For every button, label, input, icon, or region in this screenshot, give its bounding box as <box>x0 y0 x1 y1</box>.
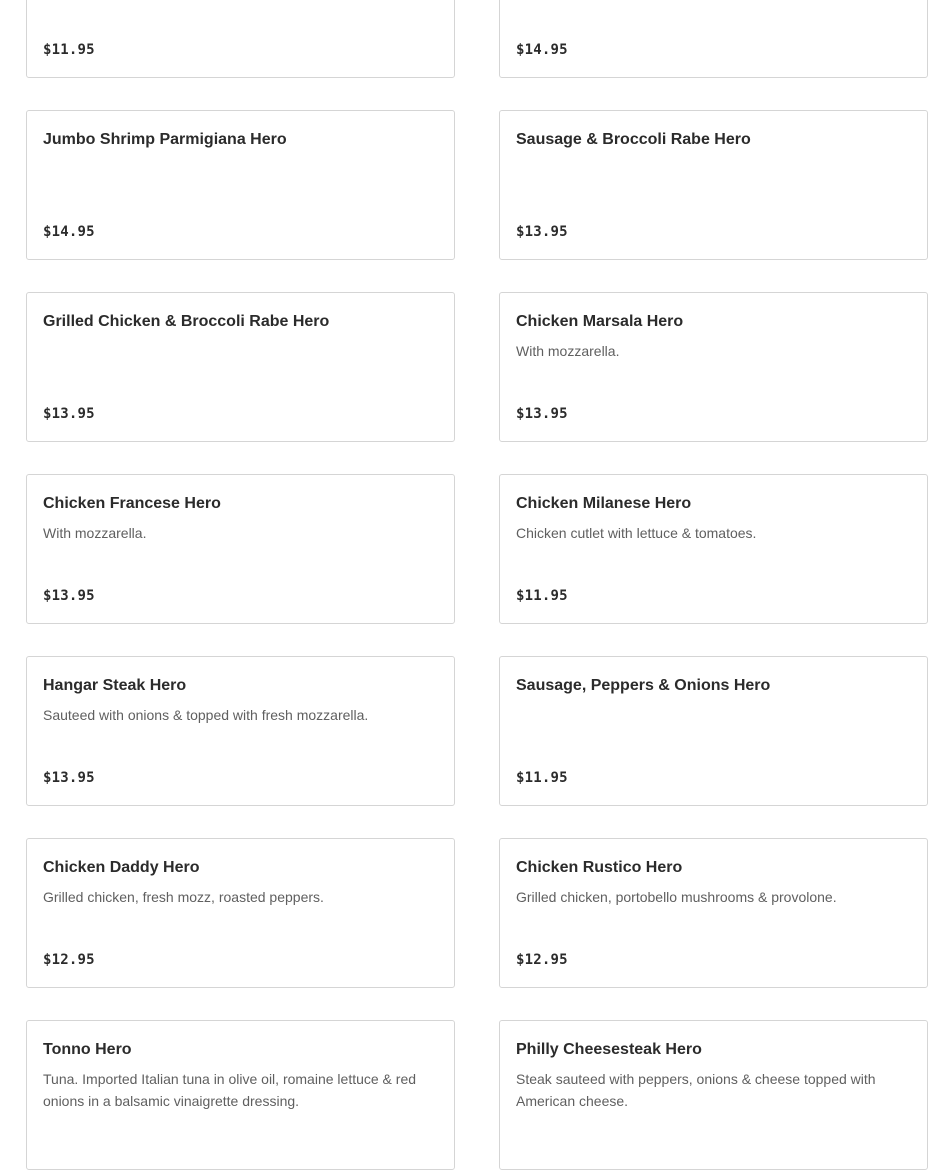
menu-item-name: Hangar Steak Hero <box>43 677 187 694</box>
menu-item-name: Grilled Chicken & Broccoli Rabe Hero <box>43 313 330 330</box>
menu-items-grid <box>26 0 928 1170</box>
menu-item-name: Chicken Francese Hero <box>43 495 221 512</box>
menu-item-card[interactable] <box>499 110 928 260</box>
menu-item-card[interactable] <box>26 838 455 988</box>
menu-item-name: Jumbo Shrimp Parmigiana Hero <box>43 131 287 148</box>
menu-item-price: $12.95 <box>516 952 568 968</box>
menu-item-price: $11.95 <box>43 42 95 58</box>
menu-item-price: $13.95 <box>43 406 95 422</box>
menu-item-name: Tonno Hero <box>43 1041 132 1058</box>
menu-item-name: Chicken Daddy Hero <box>43 859 200 876</box>
menu-item-price: $13.95 <box>43 588 95 604</box>
menu-item-description: Chicken cutlet with lettuce & tomatoes. <box>516 525 757 541</box>
menu-item-description: Grilled chicken, fresh mozz, roasted peppers. <box>43 889 324 905</box>
menu-item-description: Grilled chicken, portobello mushrooms & provolone. <box>516 889 837 905</box>
menu-item-card[interactable] <box>499 292 928 442</box>
menu-item-price: $13.95 <box>516 406 568 422</box>
menu-item-price: $11.95 <box>516 770 568 786</box>
menu-item-name: Philly Cheesesteak Hero <box>516 1041 702 1058</box>
menu-item-price: $14.95 <box>516 42 568 58</box>
menu-item-name: Chicken Rustico Hero <box>516 859 683 876</box>
menu-item-description: With mozzarella. <box>516 343 620 359</box>
menu-item-card[interactable] <box>499 838 928 988</box>
menu-item-price: $13.95 <box>43 770 95 786</box>
menu-item-card[interactable] <box>499 0 928 78</box>
menu-item-description: Tuna. Imported Italian tuna in olive oil, romaine lettuce & red onions in a balsamic vinaigrette dressing. <box>43 1071 417 1109</box>
menu-item-price: $12.95 <box>43 952 95 968</box>
menu-item-card[interactable] <box>26 656 455 806</box>
menu-item-description: Steak sauteed with peppers, onions & cheese topped with American cheese. <box>516 1071 876 1109</box>
menu-item-card[interactable] <box>499 474 928 624</box>
menu-item-description: With mozzarella. <box>43 525 147 541</box>
menu-item-description: Sauteed with onions & topped with fresh mozzarella. <box>43 707 369 723</box>
menu-item-name: Chicken Milanese Hero <box>516 495 692 512</box>
menu-item-price: $13.95 <box>516 224 568 240</box>
menu-item-card[interactable] <box>499 656 928 806</box>
menu-item-card[interactable] <box>26 110 455 260</box>
menu-item-price: $11.95 <box>516 588 568 604</box>
menu-item-card[interactable] <box>26 1020 455 1170</box>
menu-item-name: Chicken Marsala Hero <box>516 313 684 330</box>
menu-item-card[interactable] <box>26 474 455 624</box>
menu-item-name: Sausage & Broccoli Rabe Hero <box>516 131 751 148</box>
menu-item-price: $14.95 <box>43 224 95 240</box>
menu-item-name: Sausage, Peppers & Onions Hero <box>516 677 771 694</box>
menu-item-card[interactable] <box>26 292 455 442</box>
menu-item-card[interactable] <box>499 1020 928 1170</box>
menu-item-card[interactable] <box>26 0 455 78</box>
